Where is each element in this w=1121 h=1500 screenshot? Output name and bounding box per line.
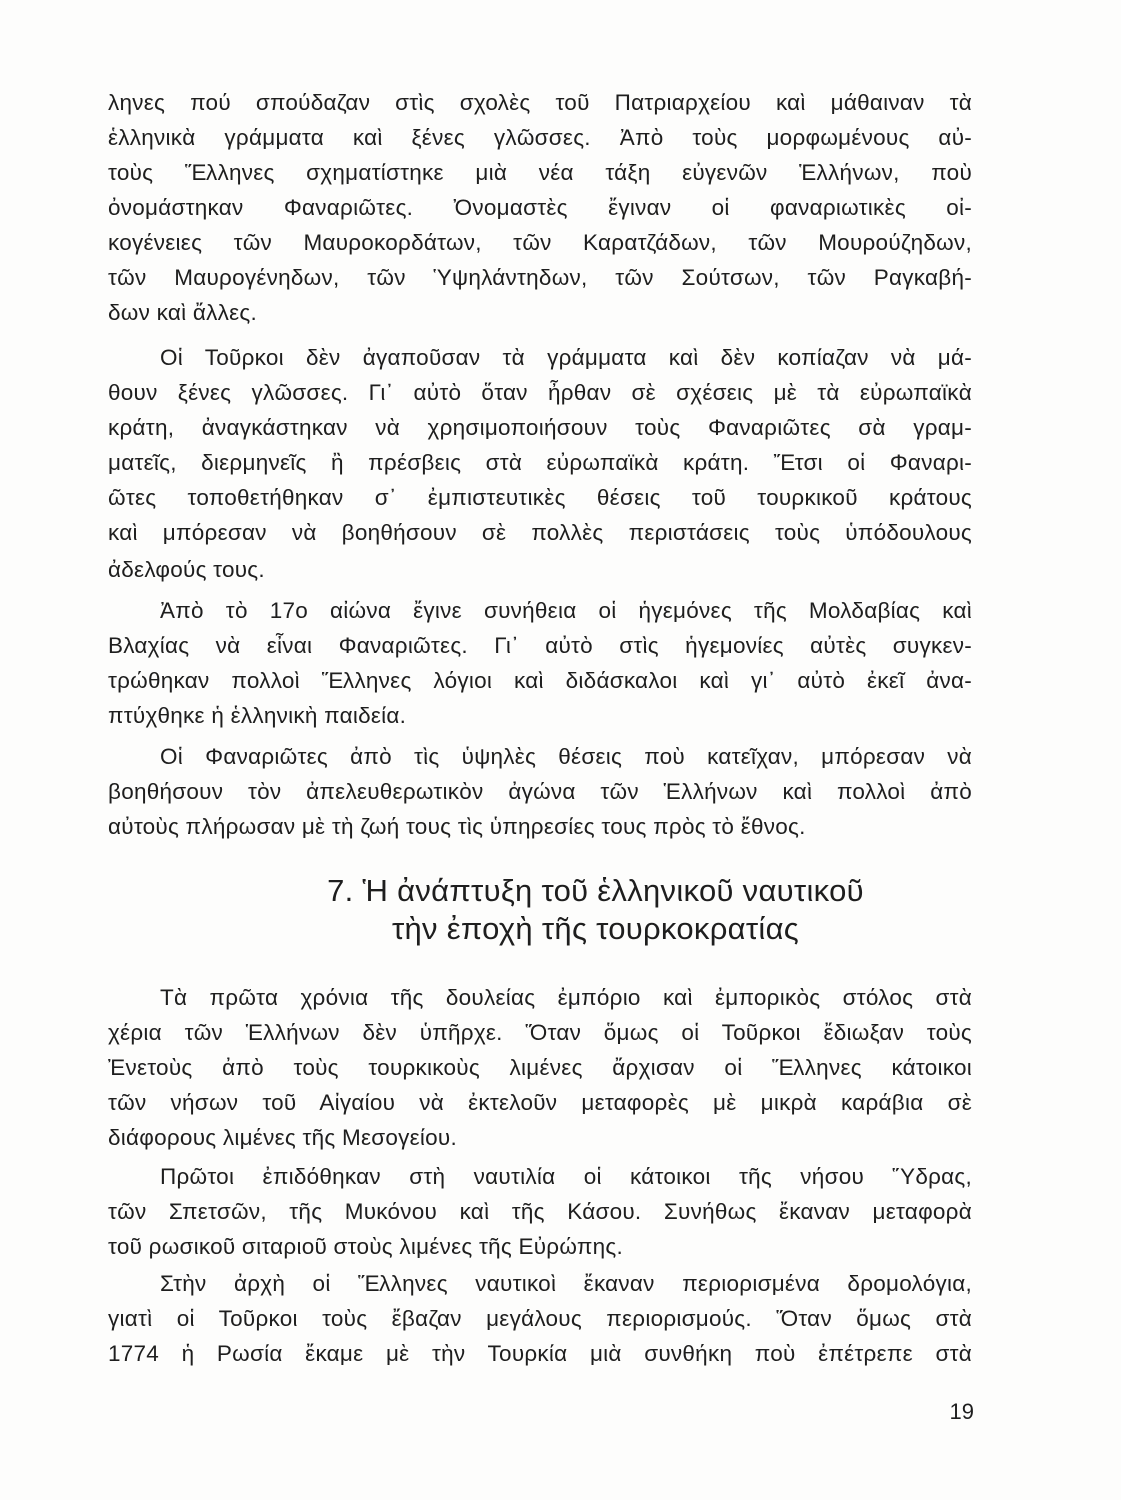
- text-line: Οἱ Τοῦρκοι δὲν ἀγαποῦσαν τὰ γράμματα καὶ δὲν κοπίαζαν νὰ μά-: [160, 345, 972, 370]
- text-line: χέρια τῶν Ἑλλήνων δὲν ὑπῆρχε. Ὅταν ὅμως οἱ Τοῦρκοι ἔδιωξαν τοὺς: [108, 1020, 972, 1045]
- text-line: Ἐνετοὺς ἀπὸ τοὺς τουρκικοὺς λιμένες ἄρχισαν οἱ Ἕλληνες κάτοικοι: [108, 1055, 972, 1080]
- text-line: Στὴν ἀρχὴ οἱ Ἕλληνες ναυτικοὶ ἔκαναν περιορισμένα δρομολόγια,: [160, 1271, 972, 1296]
- text-line: Τὰ πρῶτα χρόνια τῆς δουλείας ἐμπόριο καὶ ἐμπορικὸς στόλος στὰ: [160, 985, 972, 1010]
- text-line: καὶ μπόρεσαν νὰ βοηθήσουν σὲ πολλὲς περιστάσεις τοὺς ὑπόδουλους: [108, 520, 972, 545]
- text-line: Ἀπὸ τὸ 17ο αἰώνα ἔγινε συνήθεια οἱ ἡγεμόνες τῆς Μολδαβίας καὶ: [160, 598, 972, 623]
- text-line: ἑλληνικὰ γράμματα καὶ ξένες γλῶσσες. Ἀπὸ τοὺς μορφωμένους αὐ-: [108, 125, 972, 150]
- page-number: 19: [949, 1399, 974, 1424]
- text-line: τῶν νήσων τοῦ Αἰγαίου νὰ ἐκτελοῦν μεταφορὲς μὲ μικρὰ καράβια σὲ: [108, 1090, 972, 1115]
- text-line: θουν ξένες γλῶσσες. Γι᾽ αὐτὸ ὅταν ἦρθαν σὲ σχέσεις μὲ τὰ εὐρωπαϊκὰ: [108, 380, 972, 405]
- text-line: διάφορους λιμένες τῆς Μεσογείου.: [108, 1125, 457, 1150]
- text-line: τῶν Μαυρογένηδων, τῶν Ὑψηλάντηδων, τῶν Σούτσων, τῶν Ραγκαβή-: [108, 265, 972, 290]
- text-line: κράτη, ἀναγκάστηκαν νὰ χρησιμοποιήσουν τοὺς Φαναριῶτες σὰ γραμ-: [108, 415, 972, 440]
- text-line: τῶν Σπετσῶν, τῆς Μυκόνου καὶ τῆς Κάσου. Συνήθως ἔκαναν μεταφορὰ: [108, 1199, 972, 1224]
- text-line: ματεῖς, διερμηνεῖς ἢ πρέσβεις στὰ εὐρωπαϊκὰ κράτη. Ἔτσι οἱ Φαναρι-: [108, 450, 972, 475]
- text-line: τρώθηκαν πολλοὶ Ἕλληνες λόγιοι καὶ διδάσκαλοι καὶ γι᾽ αὐτὸ ἐκεῖ ἀνα-: [108, 668, 972, 693]
- text-line: Βλαχίας νὰ εἶναι Φαναριῶτες. Γι᾽ αὐτὸ στὶς ἡγεμονίες αὐτὲς συγκεν-: [108, 633, 972, 658]
- text-line: 1774 ἡ Ρωσία ἔκαμε μὲ τὴν Τουρκία μιὰ συνθήκη ποὺ ἐπέτρεπε στὰ: [108, 1341, 972, 1366]
- heading-line: τὴν ἐποχὴ τῆς τουρκοκρατίας: [391, 911, 800, 946]
- text-line: αὐτοὺς πλήρωσαν μὲ τὴ ζωή τους τὶς ὑπηρεσίες τους πρὸς τὸ ἔθνος.: [108, 814, 806, 839]
- text-line: ὀνομάστηκαν Φαναριῶτες. Ὀνομαστὲς ἔγιναν οἱ φαναριωτικὲς οἰ-: [108, 195, 972, 220]
- text-line: γιατὶ οἱ Τοῦρκοι τοὺς ἔβαζαν μεγάλους περιορισμούς. Ὅταν ὅμως στὰ: [108, 1306, 972, 1331]
- heading-line: 7. Ἡ ἀνάπτυξη τοῦ ἑλληνικοῦ ναυτικοῦ: [327, 873, 864, 908]
- text-line: τοῦ ρωσικοῦ σιταριοῦ στοὺς λιμένες τῆς Εὐρώπης.: [108, 1234, 623, 1259]
- text-line: κογένειες τῶν Μαυροκορδάτων, τῶν Καρατζάδων, τῶν Μουρούζηδων,: [108, 230, 972, 255]
- text-line: ῶτες τοποθετήθηκαν σ᾽ ἐμπιστευτικὲς θέσεις τοῦ τουρκικοῦ κράτους: [108, 485, 972, 510]
- text-line: τοὺς Ἕλληνες σχηματίστηκε μιὰ νέα τάξη εὐγενῶν Ἑλλήνων, ποὺ: [108, 160, 972, 185]
- text-line: Πρῶτοι ἐπιδόθηκαν στὴ ναυτιλία οἱ κάτοικοι τῆς νήσου Ὕδρας,: [160, 1164, 972, 1189]
- text-line: Οἱ Φαναριῶτες ἀπὸ τὶς ὑψηλὲς θέσεις ποὺ κατεῖχαν, μπόρεσαν νὰ: [160, 744, 972, 769]
- text-line: ἀδελφούς τους.: [108, 557, 265, 582]
- text-line: πτύχθηκε ἡ ἑλληνικὴ παιδεία.: [108, 703, 407, 728]
- text-line: βοηθήσουν τὸν ἀπελευθερωτικὸν ἀγώνα τῶν Ἑλλήνων καὶ πολλοὶ ἀπὸ: [108, 779, 972, 804]
- text-line: ληνες πού σπούδαζαν στὶς σχολὲς τοῦ Πατριαρχείου καὶ μάθαιναν τὰ: [108, 90, 972, 115]
- text-line: δων καὶ ἄλλες.: [108, 300, 257, 325]
